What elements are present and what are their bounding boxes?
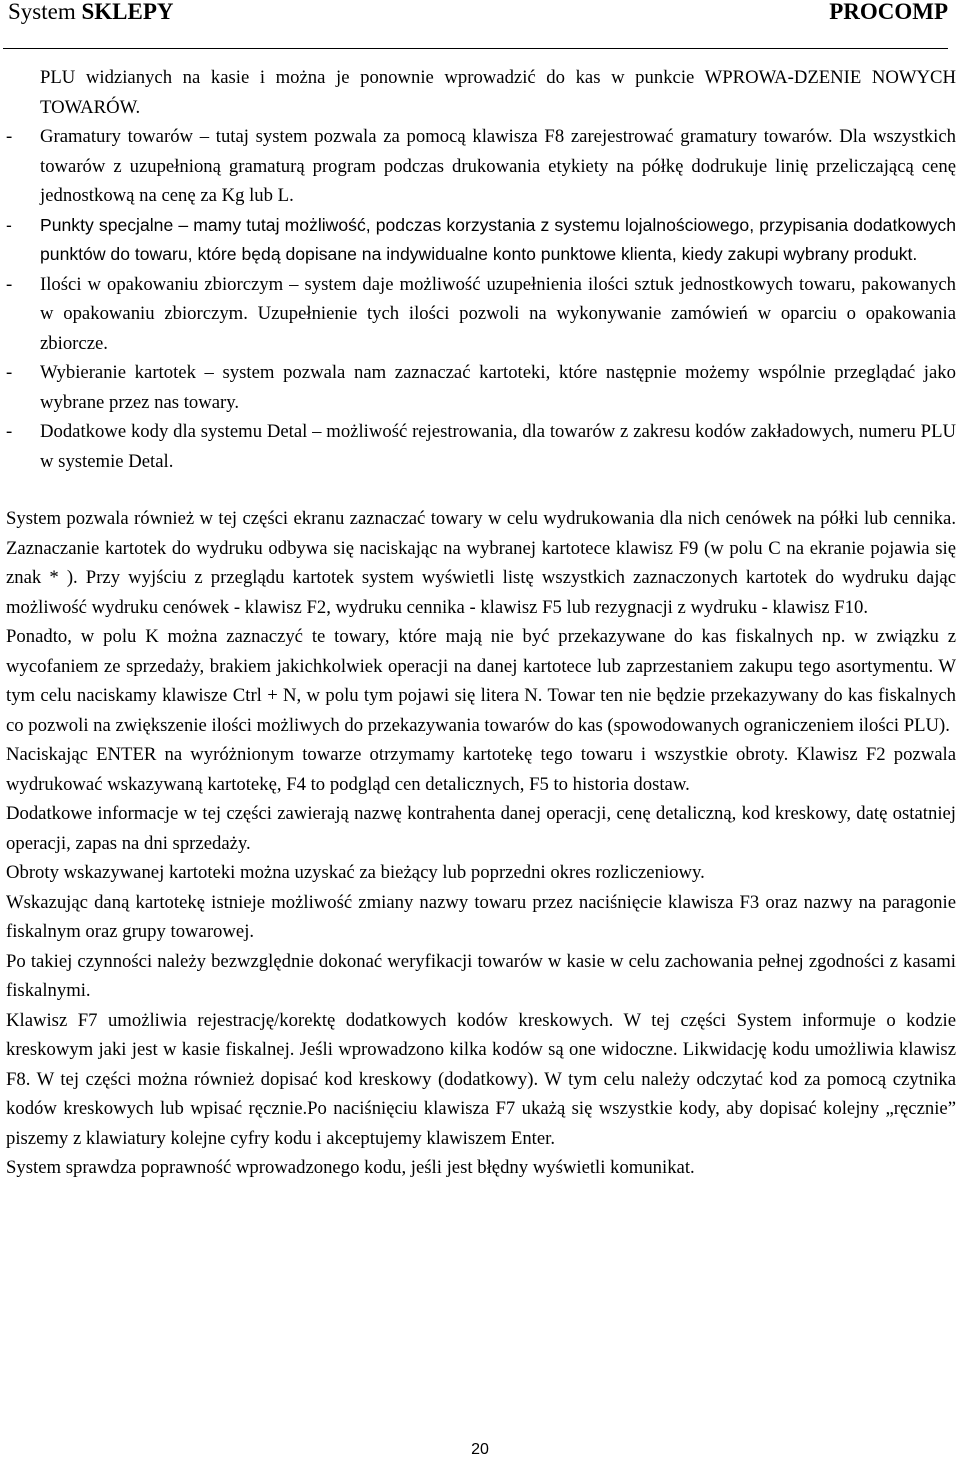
- list-item-continuation: [6, 63, 956, 122]
- list-item-marker: -: [6, 273, 13, 295]
- list-item: [6, 211, 956, 270]
- list-item: [6, 417, 956, 476]
- feature-list: [6, 63, 956, 476]
- paragraph-rename: Wskazując daną kartotekę istnieje możliwość zmiany nazwy towaru przez naciśnięcie klawisza F3 oraz nazwy na paragonie fiskalnym oraz grupy towarowej.: [6, 891, 956, 942]
- page-number: 20: [471, 1441, 489, 1458]
- paragraph-barcodes: Klawisz F7 umożliwia rejestrację/korektę dodatkowych kodów kreskowych. W tej części System informuje o kodzie kreskowym jaki jest w kasie fiskalnej. Jeśli wprowadzono kilka kodów są one widoczne. Likwidację kodu umożliwia klawisz F8. W tej części można również dopisać kod kreskowy (dodatkowy). W tym celu należy odczytać kod za pomocą czytnika kodów kreskowych lub wpisać ręcznie.Po naciśnięciu klawisza F7 ukażą się wszystkie kody, aby dopisać kolejny „ręcznie” piszemy z klawiatury kolejne cyfry kodu i akceptujemy klawiszem Enter.: [6, 1009, 956, 1149]
- list-item-text: PLU widzianych na kasie i można je ponownie wprowadzić do kas w punkcie WPROWA-DZENIE NOWYCH TOWARÓW.: [40, 67, 956, 118]
- paragraph-verification: Po takiej czynności należy bezwzględnie dokonać weryfikacji towarów w kasie w celu zachowania pełnej zgodności z kasami fiskalnymi.: [6, 950, 956, 1001]
- header-system-name: SKLEPY: [81, 0, 174, 24]
- body-paragraphs: [6, 504, 956, 1183]
- list-item-marker: -: [6, 126, 13, 147]
- list-item-text: Dodatkowe kody dla systemu Detal – możliwość rejestrowania, dla towarów z zakresu kodów zakładowych, numeru PLU w systemie Detal.: [40, 421, 956, 472]
- page-header: [3, 0, 948, 49]
- list-item: [6, 358, 956, 417]
- paragraph-printing: System pozwala również w tej części ekranu zaznaczać towary w celu wydrukowania dla nich cenówek na półki lub cennika. Zaznaczanie kartotek do wydruku odbywa się naciskając na wybranej kartotece klawisz F9 (w polu C na ekranie pojawia się znak * ). Przy wyjściu z przeglądu kartotek system wyświetli listę wszystkich zaznaczonych kartotek do wydruku dając możliwość wydruku cenówek - klawisz F2, wydruku cennika - klawisz F5 lub rezygnacji z wydruku - klawisz F10.: [6, 508, 956, 618]
- paragraph-additional-info: Dodatkowe informacje w tej części zawierają nazwę kontrahenta danej operacji, cenę detaliczną, kod kreskowy, datę ostatniej operacji, zapas na dni sprzedaży.: [6, 803, 956, 854]
- header-system-prefix: System: [8, 0, 76, 24]
- paragraph-validation: System sprawdza poprawność wprowadzonego kodu, jeśli jest błędny wyświetli komunikat.: [6, 1157, 695, 1178]
- list-item-text: Wybieranie kartotek – system pozwala nam zaznaczać kartoteki, które następnie możemy wspólnie przeglądać jako wybrane przez nas towary.: [40, 362, 956, 413]
- list-item-marker: -: [6, 214, 12, 235]
- list-item-text: Punkty specjalne – mamy tutaj możliwość, podczas korzystania z systemu lojalnościowego, przypisania dodatkowych punktów do towaru, które będą dopisane na indywidualne konto punktowe klienta, kiedy zakupi wybrany produkt.: [40, 214, 956, 264]
- list-item-marker: -: [6, 362, 13, 383]
- header-company-name: PROCOMP: [829, 0, 948, 24]
- list-item: [6, 270, 956, 359]
- header-system-title: [8, 0, 174, 25]
- list-item: [6, 122, 956, 211]
- list-item-marker: -: [6, 421, 13, 442]
- paragraph-field-k: Ponadto, w polu K można zaznaczyć te towary, które mają nie być przekazywane do kas fiskalnych np. w związku z wycofaniem ze sprzedaży, brakiem jakichkolwiek operacji na danej kartotece lub zaprzestaniem zakupu tego asortymentu. W tym celu naciskamy klawisze Ctrl + N, w polu tym pojawi się litera N. Towar ten nie będzie przekazywany do kas fiskalnych co pozwoli na zwiększenie ilości możliwych do przekazywania towarów do kas (spowodowanych ograniczeniem ilości PLU).: [6, 626, 956, 736]
- list-item-text: Gramatury towarów – tutaj system pozwala za pomocą klawisza F8 zarejestrować gramatury towarów. Dla wszystkich towarów z uzupełnioną gramaturą program podczas drukowania etykiety na półkę dodrukuje linię przeliczającą cenę jednostkową na cenę za Kg lub L.: [40, 126, 956, 206]
- paragraph-turnover: Obroty wskazywanej kartoteki można uzyskać za bieżący lub poprzedni okres rozliczeniowy.: [6, 862, 705, 883]
- page-content: [6, 63, 956, 1183]
- paragraph-enter-key: Naciskając ENTER na wyróżnionym towarze otrzymamy kartotekę tego towaru i wszystkie obroty. Klawisz F2 pozwala wydrukować wskazywaną kartotekę, F4 to podgląd cen detalicznych, F5 to historia dostaw.: [6, 744, 956, 795]
- list-item-text: Ilości w opakowaniu zbiorczym – system daje możliwość uzupełnienia ilości sztuk jednostkowych towaru, pakowanych w opakowaniu zbiorczym. Uzupełnienie tych ilości pozwoli na wykonywanie zamówień w oparciu o opakowania zbiorcze.: [40, 273, 956, 354]
